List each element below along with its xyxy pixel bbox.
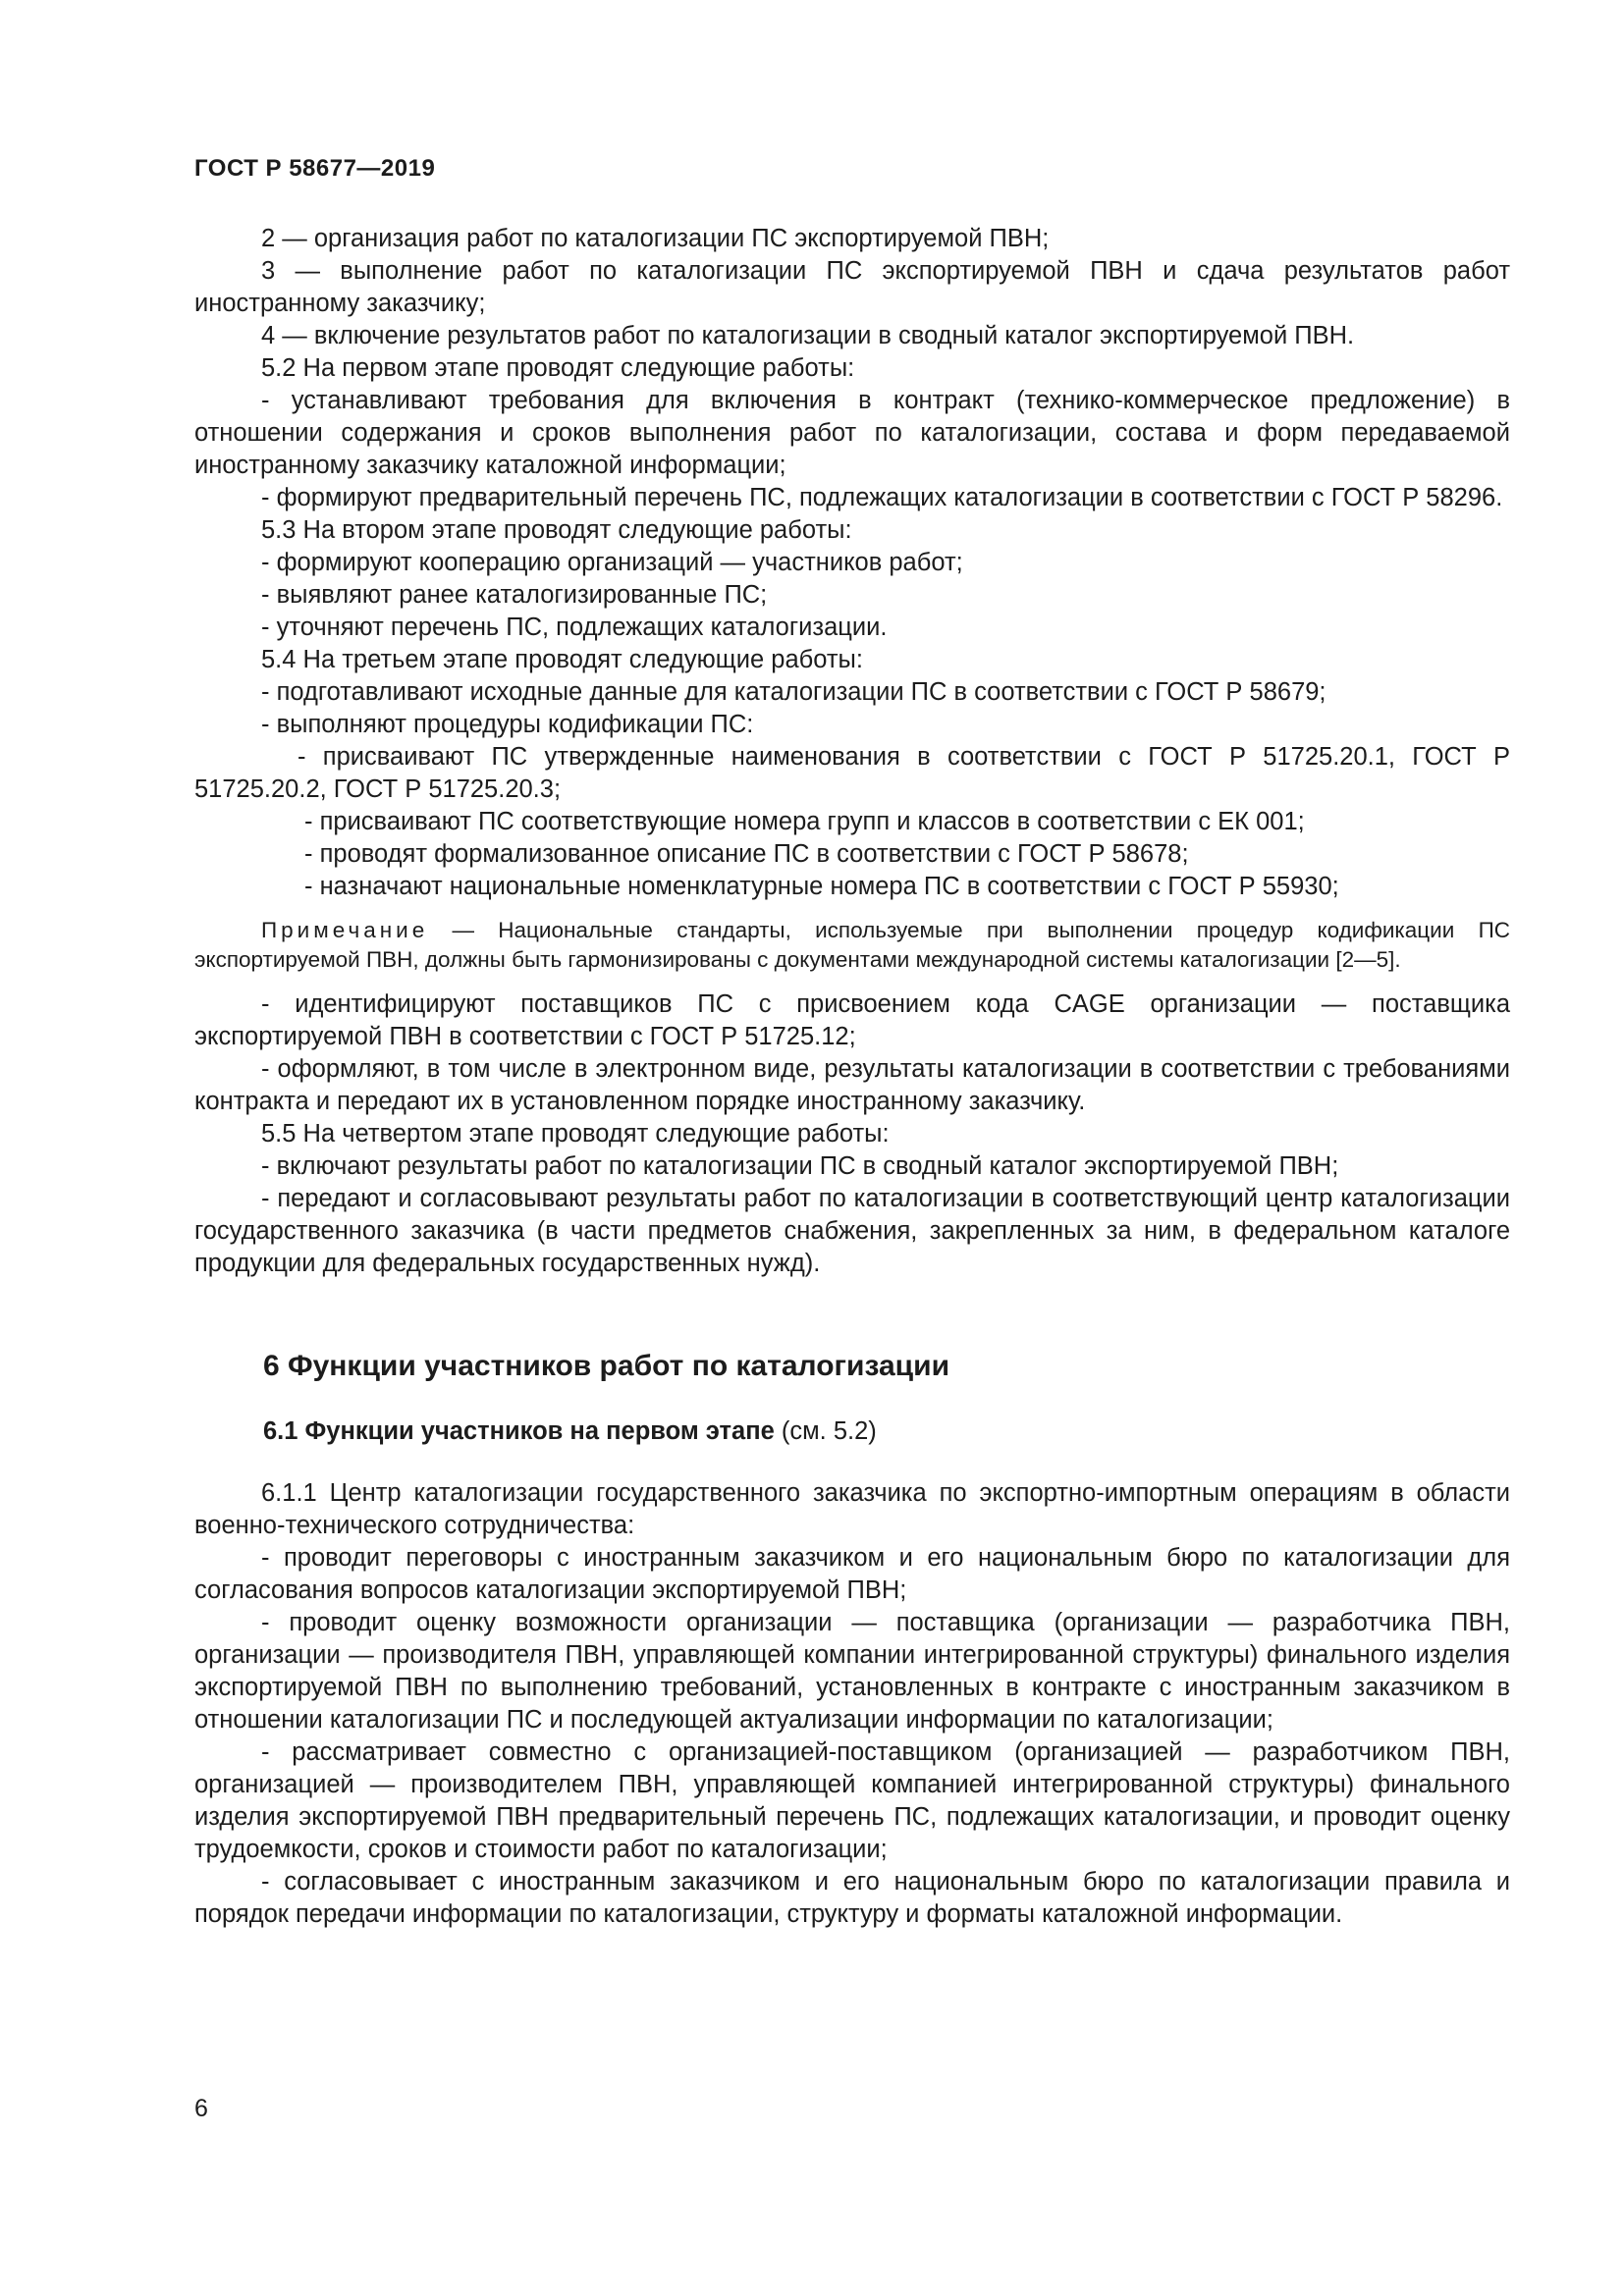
list-item: - проводит оценку возможности организации — поставщика (организации — разработчика ПВН, организации — производителя ПВН, управляющей компании интегрированной структуры) финального изделия экспортируемой ПВН по выполнению требований, установленных в контракте с иностранным заказчиком в отношении каталогизации ПС и последующей актуализации информации по каталогизации; (194, 1609, 1510, 1734)
note (194, 916, 1510, 975)
clause-6-1-1: 6.1.1 Центр каталогизации государственного заказчика по экспортно-импортным операциям в области военно-технического сотрудничества: (194, 1479, 1510, 1539)
subsection-title: 6.1 Функции участников на первом этапе (263, 1417, 775, 1445)
document-header: ГОСТ Р 58677—2019 (194, 155, 436, 182)
list-item: - идентифицируют поставщиков ПС с присвоением кода CAGE организации — поставщика экспортируемой ПВН в соответствии с ГОСТ Р 51725.12; (194, 990, 1510, 1050)
list-item: - выполняют процедуры кодификации ПС: (261, 711, 754, 738)
section-6-heading: 6 Функции участников работ по каталогизации (263, 1350, 950, 1382)
note-label: Примечание (261, 918, 429, 942)
list-item: - передают и согласовывают результаты работ по каталогизации в соответствующий центр каталогизации государственного заказчика (в части предметов снабжения, закрепленных за ним, в федеральном каталоге продукции для федеральных государственных нужд). (194, 1185, 1510, 1277)
clause-5-2: 5.2 На первом этапе проводят следующие работы: (261, 354, 855, 382)
list-item: - формируют предварительный перечень ПС, подлежащих каталогизации в соответствии с ГОСТ Р 58296. (261, 484, 1503, 511)
list-item: - рассматривает совместно с организацией-поставщиком (организацией — разработчиком ПВН, организацией — производителем ПВН, управляющей компанией интегрированной структуры) финального изделия экспортируемой ПВН предварительный перечень ПС, подлежащих каталогизации, и проводит оценку трудоемкости, сроков и стоимости работ по каталогизации; (194, 1738, 1510, 1863)
list-item-stage-2: 2 — организация работ по каталогизации ПС экспортируемой ПВН; (261, 225, 1050, 252)
note-text: — Национальные стандарты, используемые при выполнении процедур кодификации ПС экспортируемой ПВН, должны быть гармонизированы с документами международной системы каталогизации [2—5]. (194, 918, 1510, 972)
list-item-stage-3: 3 — выполнение работ по каталогизации ПС экспортируемой ПВН и сдача результатов работ иностранному заказчику; (194, 257, 1510, 317)
subsection-6-1-heading (263, 1415, 1510, 1448)
list-item: - проводит переговоры с иностранным заказчиком и его национальным бюро по каталогизации для согласования вопросов каталогизации экспортируемой ПВН; (194, 1544, 1510, 1604)
list-item: - выявляют ранее каталогизированные ПС; (261, 581, 768, 609)
page-number: 6 (194, 2095, 208, 2122)
sub-list-item: - назначают национальные номенклатурные номера ПС в соответствии с ГОСТ Р 55930; (304, 873, 1339, 900)
list-item: - уточняют перечень ПС, подлежащих каталогизации. (261, 614, 888, 641)
clause-5-5: 5.5 На четвертом этапе проводят следующие работы: (261, 1120, 890, 1148)
clause-5-3: 5.3 На втором этапе проводят следующие работы: (261, 516, 852, 544)
sub-list-item: - присваивают ПС соответствующие номера групп и классов в соответствии с ЕК 001; (304, 808, 1305, 835)
list-item: - подготавливают исходные данные для каталогизации ПС в соответствии с ГОСТ Р 58679; (261, 678, 1326, 706)
list-item: - устанавливают требования для включения в контракт (технико-коммерческое предложение) в отношении содержания и сроков выполнения работ по каталогизации, состава и форм передаваемой иностранному заказчику каталожной информации; (194, 387, 1510, 479)
clause-5-4: 5.4 На третьем этапе проводят следующие работы: (261, 646, 863, 673)
list-item: - включают результаты работ по каталогизации ПС в сводный каталог экспортируемой ПВН; (261, 1152, 1339, 1180)
subsection-ref: (см. 5.2) (774, 1417, 877, 1445)
sub-list-item: - присваивают ПС утвержденные наименования в соответствии с ГОСТ Р 51725.20.1, ГОСТ Р 51725.20.2, ГОСТ Р 51725.20.3; (194, 743, 1510, 803)
document-body (194, 223, 1510, 1931)
list-item-stage-4: 4 — включение результатов работ по каталогизации в сводный каталог экспортируемой ПВН. (261, 322, 1355, 349)
list-item: - согласовывает с иностранным заказчиком и его национальным бюро по каталогизации правила и порядок передачи информации по каталогизации, структуру и форматы каталожной информации. (194, 1868, 1510, 1928)
sub-list-item: - проводят формализованное описание ПС в соответствии с ГОСТ Р 58678; (304, 840, 1189, 868)
list-item: - оформляют, в том числе в электронном виде, результаты каталогизации в соответствии с требованиями контракта и передают их в установленном порядке иностранному заказчику. (194, 1055, 1510, 1115)
list-item: - формируют кооперацию организаций — участников работ; (261, 549, 963, 576)
